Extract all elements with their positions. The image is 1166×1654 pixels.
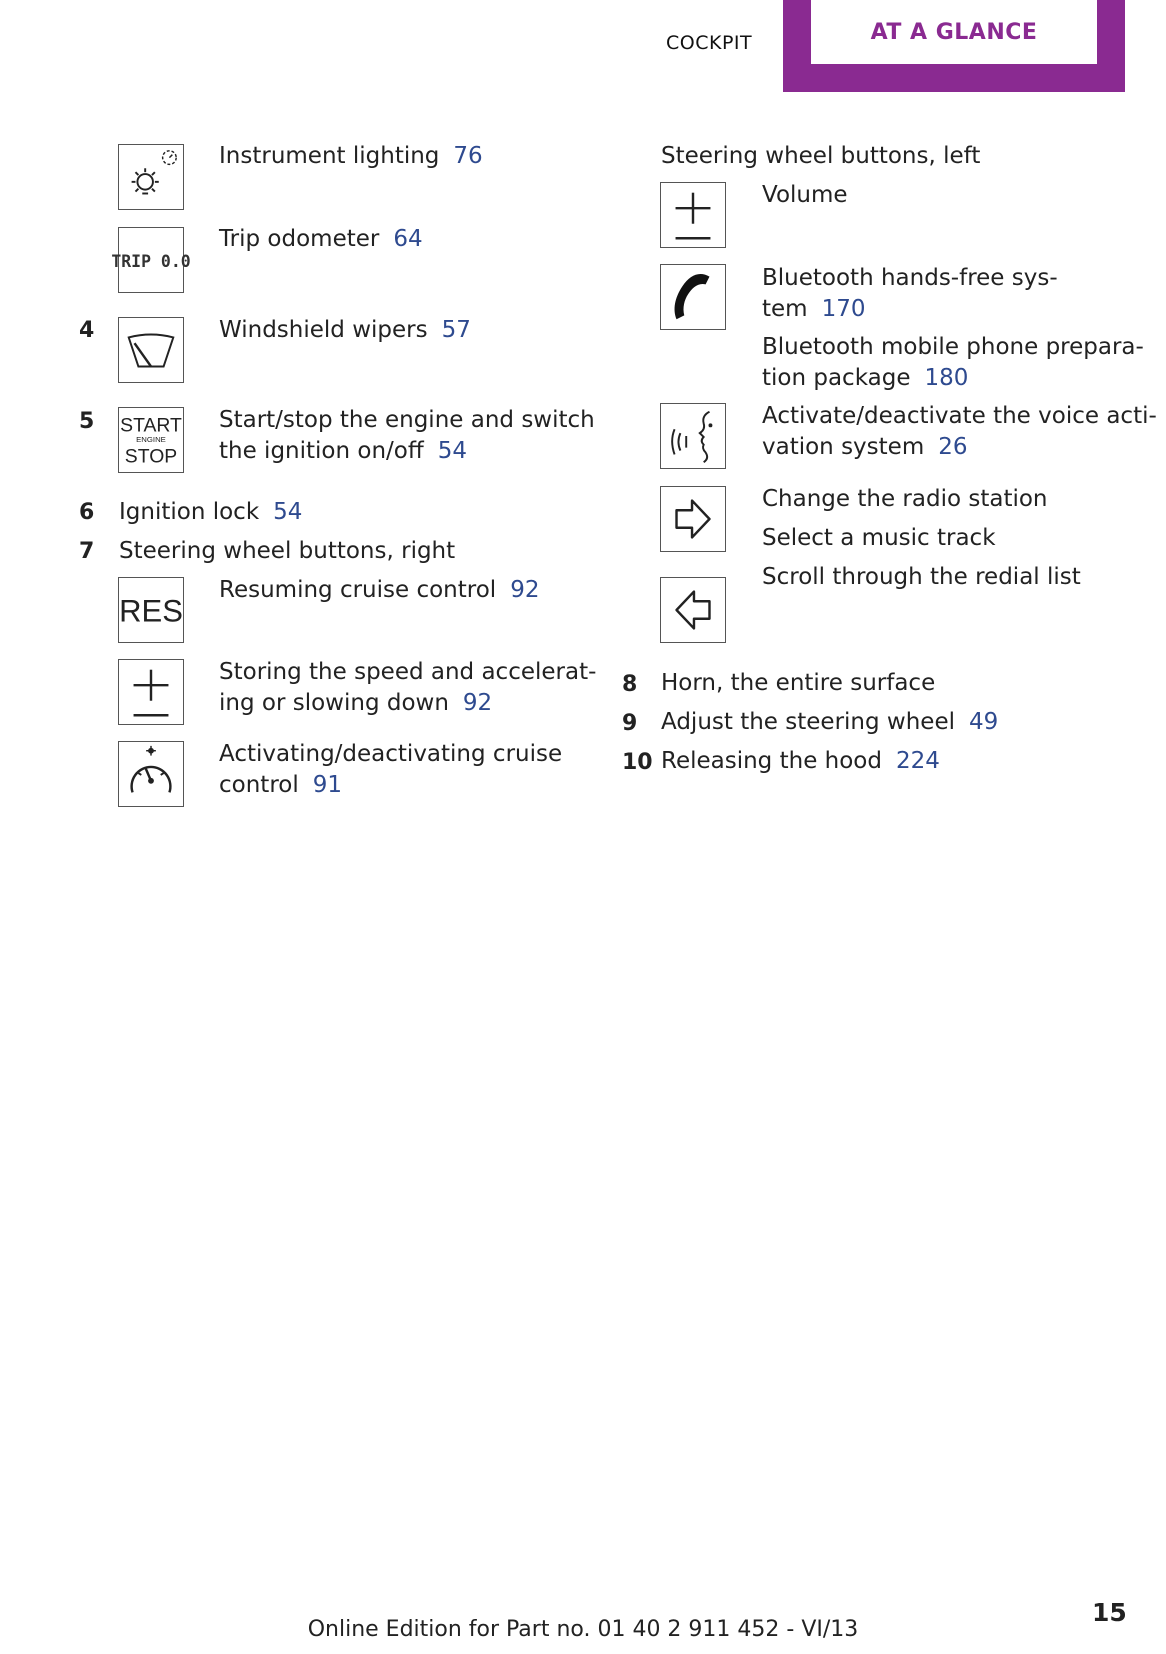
page-ref-link[interactable]: 180 bbox=[924, 365, 969, 391]
res-icon bbox=[118, 577, 184, 643]
page-ref-link[interactable]: 91 bbox=[312, 772, 343, 798]
start-stop-icon bbox=[118, 407, 184, 473]
page-ref-link[interactable]: 170 bbox=[821, 296, 866, 322]
volume-text: Volume bbox=[762, 182, 848, 208]
svg-text:ENGINE: ENGINE bbox=[136, 434, 166, 444]
page-ref-link[interactable]: 92 bbox=[510, 577, 540, 603]
svg-text:STOP: STOP bbox=[124, 445, 178, 468]
instrument-lighting-text: Instrument lighting 76 bbox=[219, 143, 483, 169]
voice-activation-text: Activate/deactivate the voice acti- vation system 26 bbox=[762, 403, 1157, 460]
footer-edition: Online Edition for Part no. 01 40 2 911 452 - VI/13 bbox=[307, 1617, 859, 1642]
start-stop-text: Start/stop the engine and switch the ignition on/off 54 bbox=[219, 407, 595, 464]
volume-icon bbox=[660, 182, 726, 248]
item-number: 8 bbox=[622, 672, 638, 697]
trip-odometer-icon bbox=[111, 227, 191, 293]
item-number: 5 bbox=[79, 409, 95, 434]
adjust-steering-text: Adjust the steering wheel 49 bbox=[661, 709, 999, 735]
phone-icon bbox=[660, 264, 726, 330]
section-tab[interactable] bbox=[783, 0, 1125, 92]
page-ref-link[interactable]: 54 bbox=[437, 438, 467, 464]
arrow-right-icon bbox=[660, 486, 726, 552]
change-radio-text: Change the radio station bbox=[762, 486, 1048, 512]
page-ref-link[interactable]: 76 bbox=[453, 143, 483, 169]
windshield-wiper-icon bbox=[118, 317, 184, 383]
bluetooth-handsfree-text: Bluetooth hands-free sys- tem 170 bbox=[762, 265, 1058, 322]
windshield-wipers-text: Windshield wipers 57 bbox=[219, 317, 471, 343]
horn-text: Horn, the entire surface bbox=[661, 670, 936, 696]
item-number: 6 bbox=[79, 500, 95, 525]
select-music-text: Select a music track bbox=[762, 525, 996, 551]
item-number: 10 bbox=[622, 750, 653, 775]
svg-text:TRIP 0.0: TRIP 0.0 bbox=[111, 251, 191, 271]
instrument-lighting-icon bbox=[118, 144, 184, 210]
steering-buttons-right-text: Steering wheel buttons, right bbox=[119, 538, 456, 564]
releasing-hood-text: Releasing the hood 224 bbox=[661, 748, 940, 774]
page-ref-link[interactable]: 64 bbox=[393, 226, 423, 252]
voice-activation-icon bbox=[660, 403, 726, 469]
page-number: 15 bbox=[1092, 1598, 1127, 1627]
svg-text:START: START bbox=[120, 414, 182, 437]
plus-minus-icon bbox=[118, 659, 184, 725]
scroll-redial-text: Scroll through the redial list bbox=[762, 564, 1081, 590]
page-ref-link[interactable]: 26 bbox=[938, 434, 968, 460]
section-label: COCKPIT bbox=[666, 32, 753, 54]
item-number: 7 bbox=[79, 539, 95, 564]
item-number: 9 bbox=[622, 711, 638, 736]
ignition-lock-text: Ignition lock 54 bbox=[119, 499, 303, 525]
page-ref-link[interactable]: 92 bbox=[462, 690, 493, 716]
trip-odometer-text: Trip odometer 64 bbox=[219, 226, 423, 252]
page-ref-link[interactable]: 224 bbox=[895, 748, 940, 774]
item-number: 4 bbox=[79, 318, 95, 343]
svg-text:RES: RES bbox=[119, 593, 183, 629]
arrow-left-icon bbox=[660, 577, 726, 643]
page-ref-link[interactable]: 49 bbox=[968, 709, 999, 735]
resume-cruise-text: Resuming cruise control 92 bbox=[219, 577, 540, 603]
page-ref-link[interactable]: 54 bbox=[273, 499, 303, 525]
bluetooth-mobile-text: Bluetooth mobile phone prepara- tion package 180 bbox=[762, 334, 1144, 391]
cruise-control-text: Activating/deactivating cruise control 91 bbox=[219, 741, 563, 798]
section-tab-label: AT A GLANCE bbox=[811, 0, 1097, 64]
page-ref-link[interactable]: 57 bbox=[441, 317, 471, 343]
storing-speed-text: Storing the speed and accelerat- ing or slowing down 92 bbox=[219, 659, 597, 716]
cruise-control-icon bbox=[118, 741, 184, 807]
steering-buttons-left-heading: Steering wheel buttons, left bbox=[661, 143, 981, 169]
